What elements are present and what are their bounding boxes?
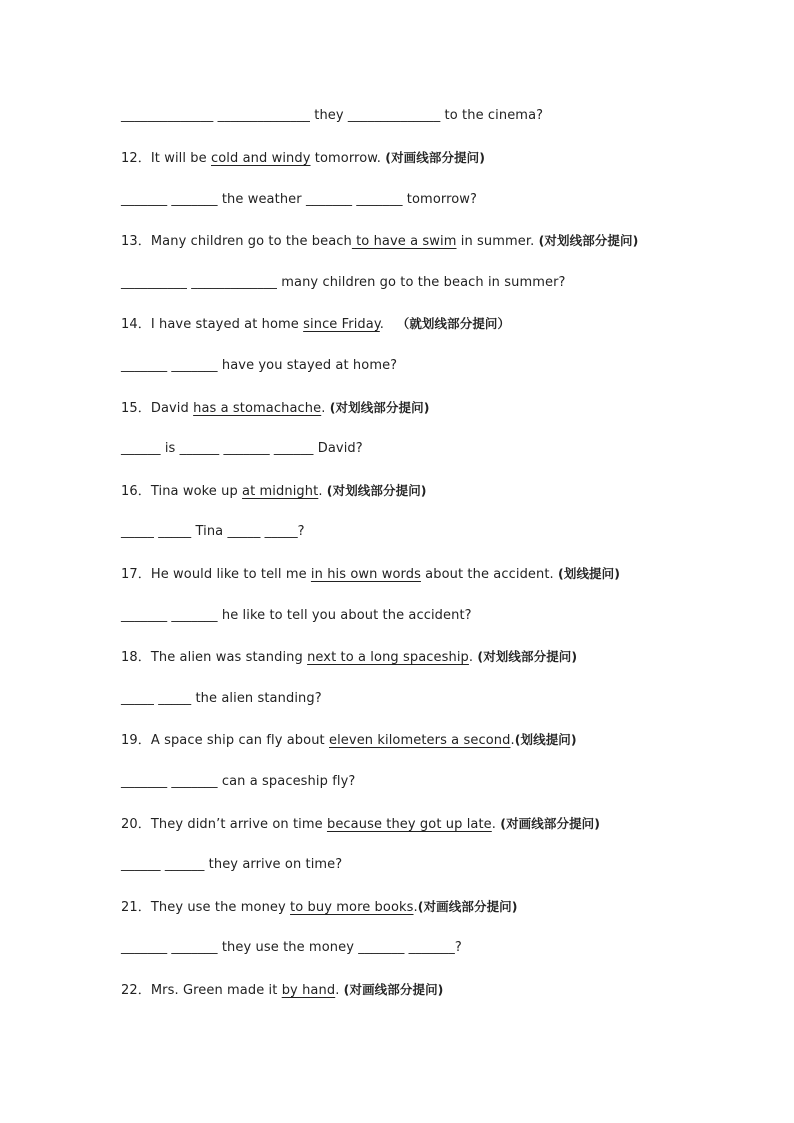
answer-line-21: [121, 940, 462, 956]
question-18: [121, 649, 577, 666]
question-13: [121, 233, 638, 250]
question-22: [121, 982, 443, 999]
question-text: 14．I have stayed at home: [121, 317, 304, 332]
answer-blanks: _____ _____ Tina _____ _____?: [121, 524, 305, 539]
answer-line-20: [121, 857, 342, 873]
underlined-phrase: next to a long spaceship: [307, 650, 469, 665]
answer-blanks: _______ _______ he like to tell you about the accident?: [121, 608, 472, 623]
question-text: .: [468, 650, 478, 665]
underlined-phrase: at midnight: [242, 484, 319, 499]
question-text: .: [510, 733, 515, 748]
question-19: [121, 732, 577, 749]
question-text: 16．Tina woke up: [121, 484, 243, 499]
instruction-text: (对划线部分提问): [477, 649, 578, 664]
answer-blanks: _______ _______ they use the money _______ _______?: [121, 940, 462, 955]
question-text: 19．A space ship can fly about: [121, 733, 329, 748]
answer-line-12: [121, 192, 477, 208]
question-text: 15．David: [121, 401, 194, 416]
answer-blanks: __________ _____________ many children go to the beach in summer?: [121, 275, 566, 290]
underlined-phrase: because they got up late: [326, 817, 492, 832]
underlined-phrase: eleven kilometers a second: [329, 733, 511, 748]
instruction-text: (对画线部分提问): [385, 150, 486, 165]
answer-blanks: _______ _______ have you stayed at home?: [121, 358, 398, 373]
question-text: .: [379, 317, 397, 332]
answer-blanks: ______________ ______________ they ______________ to the cinema?: [121, 108, 544, 123]
answer-blanks: _____ _____ the alien standing?: [121, 691, 322, 706]
question-20: [121, 816, 600, 833]
underlined-phrase: to have a swim: [351, 234, 457, 249]
underlined-phrase: has a stomachache: [193, 401, 322, 416]
answer-blanks: _______ _______ the weather _______ _______ tomorrow?: [121, 192, 478, 207]
question-text: 17．He would like to tell me: [121, 567, 311, 582]
underlined-phrase: by hand: [281, 983, 336, 998]
answer-line-11: [121, 108, 543, 124]
question-text: .: [335, 983, 344, 998]
answer-blanks: ______ ______ they arrive on time?: [121, 857, 343, 872]
answer-line-18: [121, 691, 322, 707]
question-text: 18．The alien was standing: [121, 650, 308, 665]
question-text: 21．They use the money: [121, 900, 291, 915]
underlined-phrase: cold and windy: [211, 151, 311, 166]
answer-line-19: [121, 774, 355, 790]
question-15: [121, 400, 430, 417]
question-text: 20．They didn’t arrive on time: [121, 817, 327, 832]
instruction-text: （就划线部分提问）: [396, 316, 511, 331]
question-text: 12．It will be: [121, 151, 211, 166]
answer-line-13: [121, 275, 566, 291]
question-text: .: [321, 401, 330, 416]
instruction-text: (划线提问): [514, 732, 577, 747]
question-16: [121, 483, 427, 500]
underlined-phrase: since Friday: [303, 317, 380, 332]
question-21: [121, 899, 518, 916]
instruction-text: (对画线部分提问): [417, 899, 518, 914]
question-text: 13．Many children go to the beach: [121, 234, 352, 249]
underlined-phrase: to buy more books: [290, 900, 414, 915]
answer-line-15: [121, 441, 363, 457]
underlined-phrase: in his own words: [310, 567, 421, 582]
question-text: about the accident.: [420, 567, 559, 582]
answer-blanks: ______ is ______ _______ ______ David?: [121, 441, 363, 456]
instruction-text: (对画线部分提问): [343, 982, 444, 997]
question-text: 22．Mrs. Green made it: [121, 983, 282, 998]
question-12: [121, 150, 485, 167]
question-text: .: [413, 900, 418, 915]
instruction-text: (对画线部分提问): [500, 816, 601, 831]
question-text: tomorrow.: [310, 151, 386, 166]
question-text: in summer.: [456, 234, 539, 249]
answer-blanks: _______ _______ can a spaceship fly?: [121, 774, 356, 789]
question-text: .: [491, 817, 501, 832]
answer-line-16: [121, 524, 305, 540]
answer-line-14: [121, 358, 397, 374]
answer-line-17: [121, 608, 472, 624]
question-14: [121, 316, 510, 333]
instruction-text: (对划线部分提问): [326, 483, 427, 498]
instruction-text: (划线提问): [558, 566, 621, 581]
instruction-text: (对划线部分提问): [538, 233, 639, 248]
question-text: .: [318, 484, 327, 499]
question-17: [121, 566, 620, 583]
instruction-text: (对划线部分提问): [329, 400, 430, 415]
